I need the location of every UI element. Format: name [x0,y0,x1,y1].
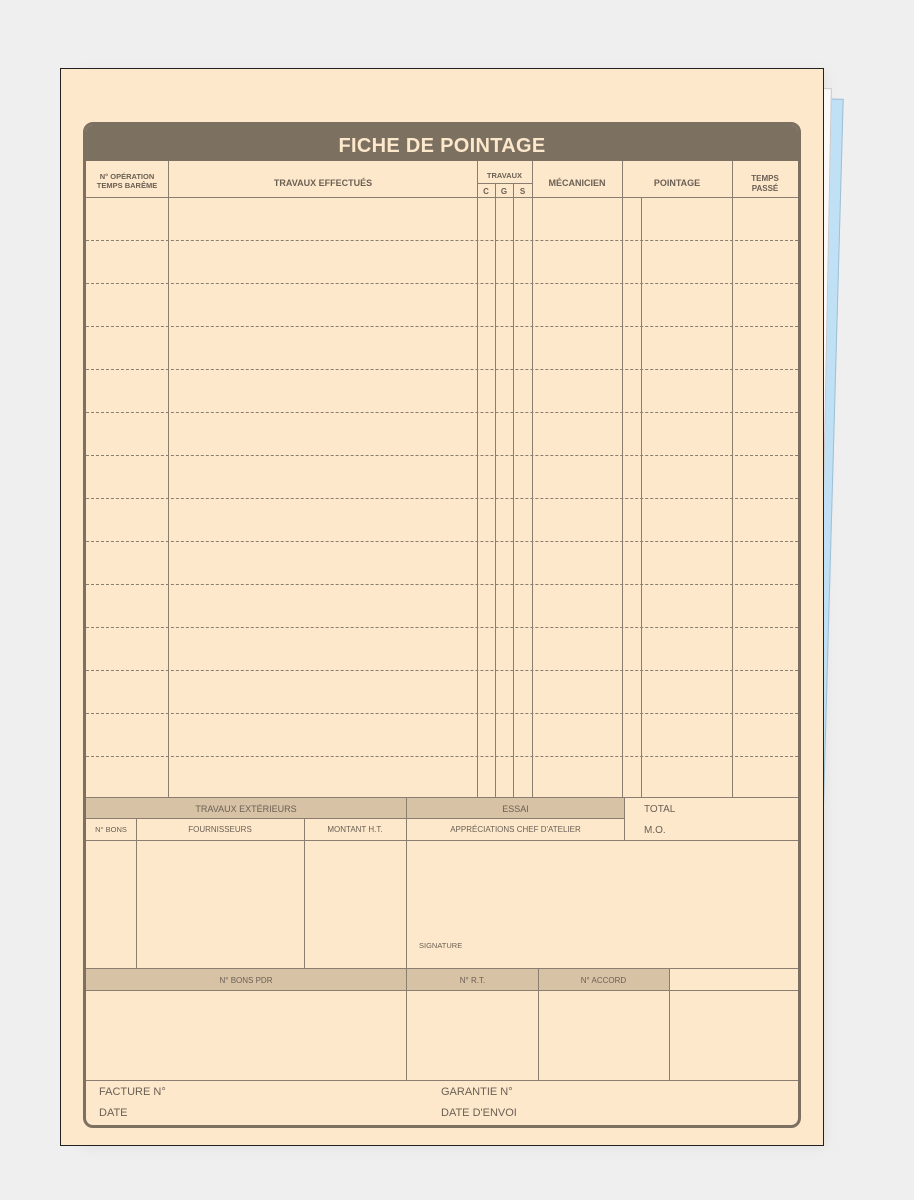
row-line [86,670,798,671]
row-line [86,627,798,628]
label-mo: M.O. [644,825,666,836]
col-line-6 [622,161,623,797]
label-bons-pdr: N° BONS PDR [219,976,273,985]
header-travaux-c: C [483,187,489,196]
label-fournisseurs: FOURNISSEURS [188,825,252,834]
label-essai: ESSAI [502,804,529,814]
label-date: DATE [99,1107,128,1119]
col-line-1 [168,161,169,797]
lower-header-bottom-line [86,840,798,841]
label-travaux-exterieurs: TRAVAUX EXTÉRIEURS [195,804,297,814]
row-line [86,498,798,499]
header-travaux-s: S [519,187,526,196]
row-line [86,756,798,757]
header-pointage: POINTAGE [653,178,701,188]
lower-col-fournisseurs [304,818,305,968]
label-rt: N° R.T. [459,976,486,985]
row-line [86,283,798,284]
row-line [86,584,798,585]
label-accord: N° ACCORD [580,976,627,985]
footer-top-line [86,1080,798,1081]
header-travaux: TRAVAUX [486,171,523,180]
label-total: TOTAL [644,804,676,815]
row-line [86,455,798,456]
row-line [86,541,798,542]
header-operation-line2: TEMPS BARÊME [96,181,158,190]
label-appreciations: APPRÉCIATIONS CHEF D'ATELIER [450,825,581,834]
header-travaux-g: G [500,187,508,196]
header-travaux-effectues: TRAVAUX EFFECTUÉS [273,178,373,188]
lower-band-line [86,818,624,819]
col-line-8 [732,161,733,797]
label-facture: FACTURE N° [99,1086,166,1098]
pdr-col-rt [538,968,539,1080]
form-title: FICHE DE POINTAGE [86,125,798,161]
col-line-7 [641,197,642,797]
header-bottom-line [86,197,798,198]
label-signature: SIGNATURE [419,941,463,950]
label-bons: N° BONS [95,825,127,834]
row-line [86,369,798,370]
label-date-envoi: DATE D'ENVOI [441,1107,517,1119]
header-temps-passe [732,174,798,194]
header-temps-line2: PASSÉ [751,184,779,193]
lower-col-total [624,797,625,840]
row-line [86,412,798,413]
header-operation [86,172,168,190]
row-line [86,326,798,327]
header-operation-line1: N° OPÉRATION [99,172,155,181]
col-line-3 [495,183,496,797]
label-garantie: GARANTIE N° [441,1086,513,1098]
col-line-4 [513,183,514,797]
col-line-2 [477,161,478,797]
header-temps-line1: TEMPS [751,174,779,183]
lower-col-main [406,797,407,1080]
lower-col-bons [136,818,137,968]
row-line [86,713,798,714]
travaux-sub-line [477,183,532,184]
pdr-col-accord [669,968,670,1080]
label-montant: MONTANT H.T. [327,825,383,834]
time-sheet-form [83,122,801,1128]
pdr-band-line [86,990,798,991]
row-line [86,240,798,241]
col-line-5 [532,161,533,797]
header-mecanicien: MÉCANICIEN [548,178,606,188]
